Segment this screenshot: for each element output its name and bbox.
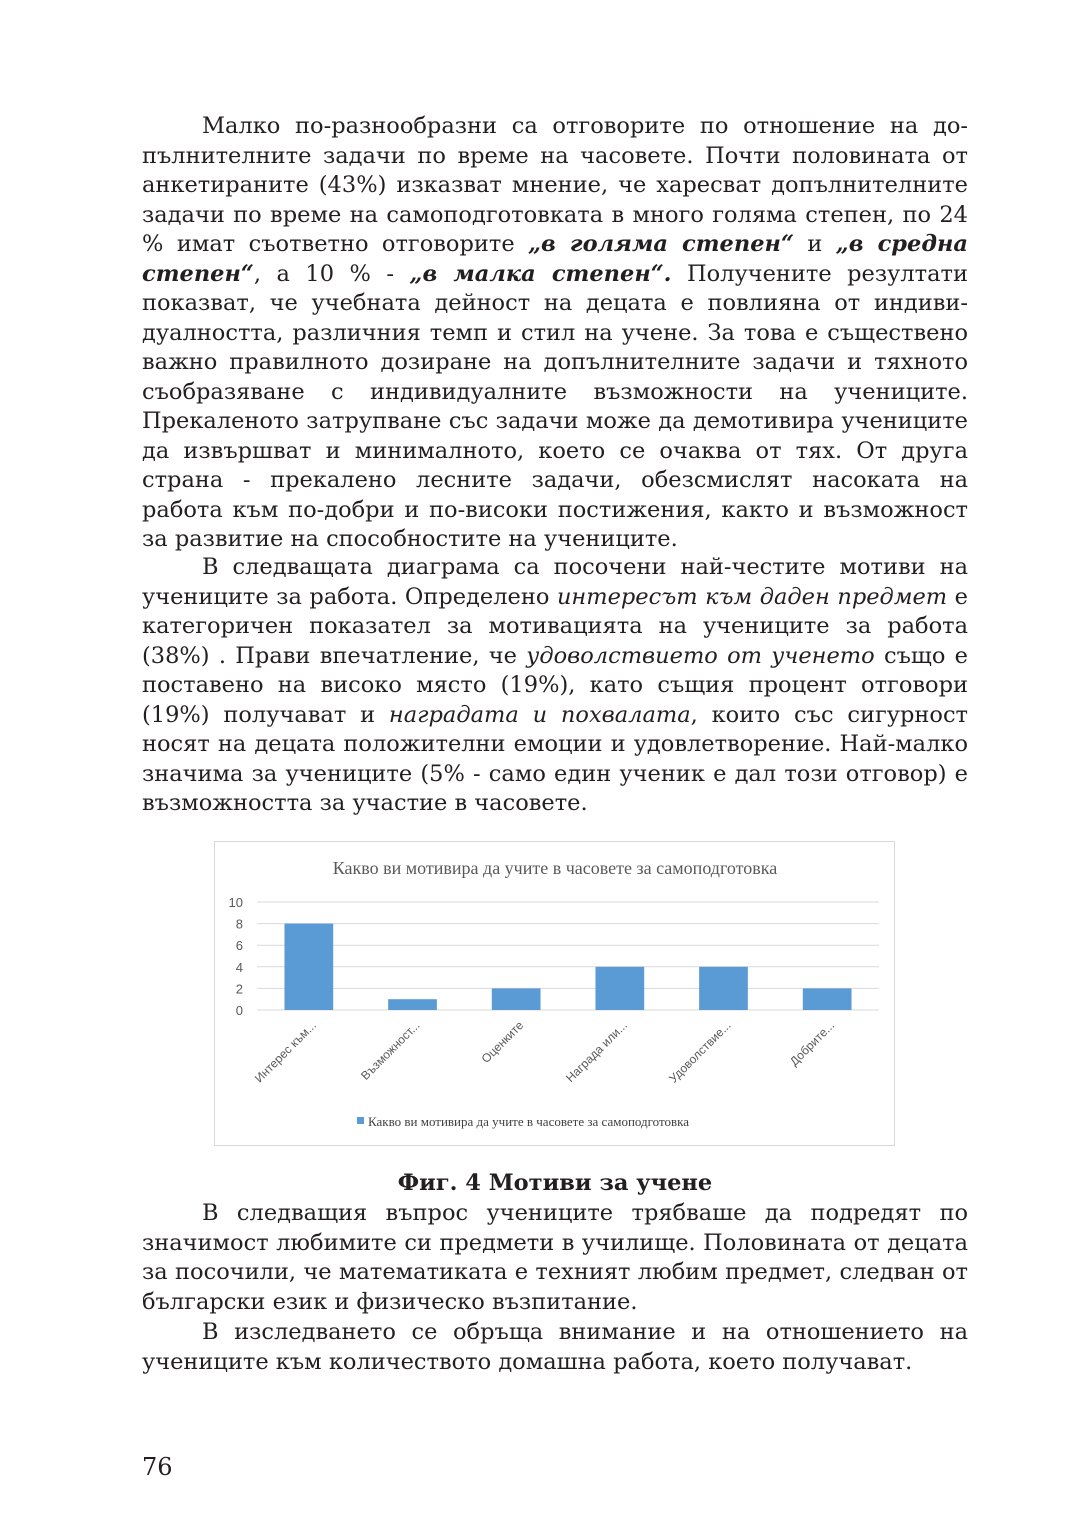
x-tick-label: Добрите...: [786, 1018, 838, 1069]
y-tick-label: 10: [228, 895, 243, 910]
legend-swatch: [357, 1117, 364, 1124]
x-tick-label: Интерес към...: [251, 1018, 319, 1086]
y-tick-label: 0: [235, 1003, 243, 1018]
y-tick-label: 4: [235, 959, 243, 975]
p2-text-4: , които със сигурност носят на децата положителни емоции и удовлетворение. Най-малко значима за учениците (5% - само един ученик е дал този отговор) е възможността за участие в часовете.: [142, 701, 968, 816]
p4-text: В изследването се обръща внимание и на отношението на учениците към количеството домашна работа, което получават.: [142, 1319, 968, 1375]
page-number: 76: [142, 1453, 173, 1481]
p3-text: В следващия въпрос учениците трябваше да подредят по значимост любимите си предмети в училище. Половината от децата за посочили, че математиката е техният любим предмет, следван от български език и физическо възпитание.: [142, 1200, 968, 1315]
bar: [595, 967, 644, 1010]
legend-label: Какво ви мотивира да учите в часовете за самоподготовка: [368, 1114, 690, 1129]
p2-text-3: също е поставено на високо място (19%), като същия процент отговори (19%) получават и: [142, 642, 968, 728]
chart-title: Какво ви мотивира да учите в часовете за самоподготовка: [332, 858, 778, 878]
p1-text-4: Получените резултати показват, че учебната дейност на децата е повлияна от индивидуалността, различния темп и стил на учене. За това е съществено важно правилното дозиране на допълнителните задачи и тяхното съобразяване с индивидуалните възможности на учениците. Прекаленото затрупване със задачи може да демотивира учениците да извършват и минималното, което се очаква от тях. От друга страна - прекалено лесните задачи, обезсмислят насоката на работа към по-добри и по-високи постижения, както и възможност за развитие на способностите на учениците.: [142, 260, 968, 552]
paragraph-motives: [142, 553, 968, 819]
y-tick-label: 6: [235, 938, 243, 954]
bar: [803, 988, 852, 1010]
bar: [492, 988, 541, 1010]
p1-text-3: , а 10 % -: [253, 260, 410, 287]
p2-italic-pleasure: удоволствието от ученето: [526, 642, 875, 669]
p2-text-2: е категоричен показател за мотивацията на учениците за работа (38%) . Прави впечатление, че: [142, 583, 968, 669]
p1-quote-high: „в голяма степен“: [528, 231, 794, 257]
paragraph-homework: [142, 1318, 968, 1377]
chart-legend: [357, 1114, 689, 1129]
y-tick-label: 8: [235, 916, 243, 932]
p1-quote-low: „в малка степен“.: [409, 260, 672, 287]
paragraph-additional-tasks: [142, 112, 968, 555]
p1-text-2: и: [793, 231, 836, 257]
x-tick-label: Удоволствие...: [666, 1018, 734, 1086]
p2-italic-reward: наградата и похвалата: [388, 701, 691, 728]
figure-caption: Фиг. 4 Мотиви за учене: [397, 1170, 713, 1196]
x-tick-label: Възможност...: [358, 1018, 423, 1083]
y-tick-label: 2: [235, 981, 243, 997]
p2-italic-interest: интересът към даден предмет: [556, 583, 948, 610]
x-tick-label: Оценките: [478, 1018, 527, 1066]
bar: [699, 967, 748, 1010]
bar: [388, 999, 437, 1010]
p2-text-1: В следващата диаграма са посочени най-честите мотиви на учениците за работа. Определено: [142, 554, 968, 610]
motives-chart: [214, 841, 895, 1146]
bar: [284, 924, 333, 1010]
chart-canvas: [215, 842, 894, 1145]
paragraph-favorite-subjects: [142, 1199, 968, 1317]
p1-quote-medium: „в средна степен“: [142, 231, 968, 287]
x-tick-label: Награда или...: [563, 1018, 630, 1086]
p1-text-1: Малко по-разнообразни са отговорите по отношение на допълнителните задачи по време на часовете. Почти половината от анкетираните (43%) изказват мнение, че харесват допълнителните задачи по време на самоподготовката в много голяма степен, по 24 % имат съответно отговорите: [142, 113, 968, 257]
